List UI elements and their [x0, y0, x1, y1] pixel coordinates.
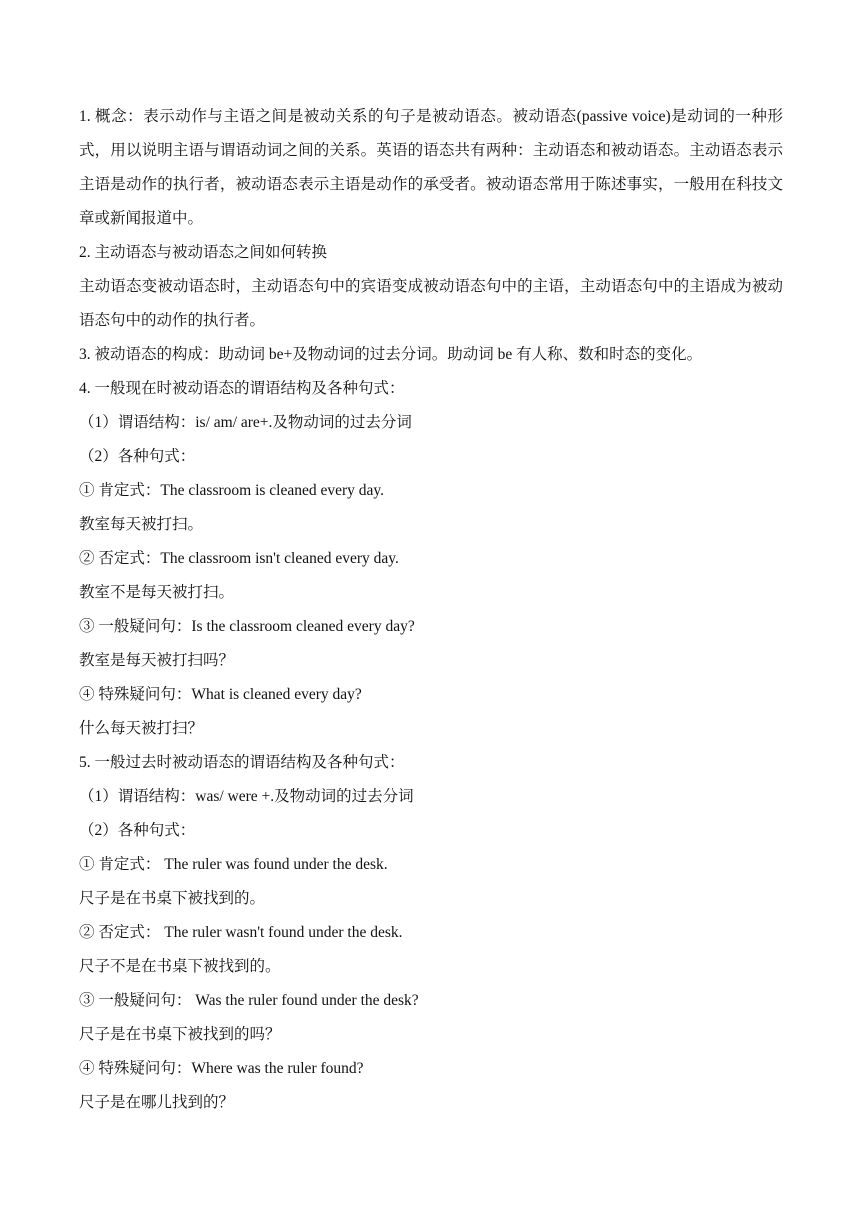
section4-structure: （1）谓语结构：is/ am/ are+.及物动词的过去分词 — [79, 414, 412, 431]
section5-example-zh: 尺子是在书桌下被找到的。 — [79, 890, 266, 907]
section4-example-zh: 什么每天被打扫？ — [79, 720, 204, 737]
section4-heading: 4. 一般现在时被动语态的谓语结构及各种句式： — [79, 380, 405, 397]
section5-patterns-label: （2）各种句式： — [79, 822, 196, 839]
section4-example-en: ③ 一般疑问句：Is the classroom cleaned every day? — [79, 618, 415, 635]
section4-example-en: ④ 特殊疑问句：What is cleaned every day? — [79, 686, 362, 703]
section5-example-en: ④ 特殊疑问句：Where was the ruler found? — [79, 1060, 364, 1077]
intro-paragraph: 1. 概念：表示动作与主语之间是被动关系的句子是被动语态。被动语态(passive voice)是动词的一种形式，用以说明主语与谓语动词之间的关系。英语的语态共有两种：主动语态和被动语态。主动语态表示主语是动作的执行者，被动语态表示主语是动作的承受者。被动语态常用于陈述事实，一般用在科技文章或新闻报道中。 — [79, 108, 783, 227]
section5-heading: 5. 一般过去时被动语态的谓语结构及各种句式： — [79, 754, 405, 771]
section4-example-en: ① 肯定式：The classroom is cleaned every day. — [79, 482, 385, 499]
section4-patterns-label: （2）各种句式： — [79, 448, 196, 465]
section5-example-en: ② 否定式： The ruler wasn't found under the desk. — [79, 924, 403, 941]
section5-example-en: ① 肯定式： The ruler was found under the desk. — [79, 856, 388, 873]
section5-example-zh: 尺子是在书桌下被找到的吗？ — [79, 1026, 281, 1043]
document-page — [79, 100, 783, 1120]
section5-example-zh: 尺子不是在书桌下被找到的。 — [79, 958, 281, 975]
section3-paragraph: 3. 被动语态的构成：助动词 be+及物动词的过去分词。助动词 be 有人称、数和时态的变化。 — [79, 346, 703, 363]
section2-paragraph: 主动语态变被动语态时，主动语态句中的宾语变成被动语态句中的主语，主动语态句中的主语成为被动语态句中的动作的执行者。 — [79, 278, 783, 329]
section4-example-zh: 教室是每天被打扫吗？ — [79, 652, 235, 669]
section4-example-zh: 教室每天被打扫。 — [79, 516, 204, 533]
section5-example-zh: 尺子是在哪儿找到的？ — [79, 1094, 235, 1111]
section4-example-en: ② 否定式：The classroom isn't cleaned every day. — [79, 550, 399, 567]
section4-example-zh: 教室不是每天被打扫。 — [79, 584, 235, 601]
section5-structure: （1）谓语结构：was/ were +.及物动词的过去分词 — [79, 788, 414, 805]
section2-heading: 2. 主动语态与被动语态之间如何转换 — [79, 244, 328, 261]
section5-example-en: ③ 一般疑问句： Was the ruler found under the desk? — [79, 992, 419, 1009]
